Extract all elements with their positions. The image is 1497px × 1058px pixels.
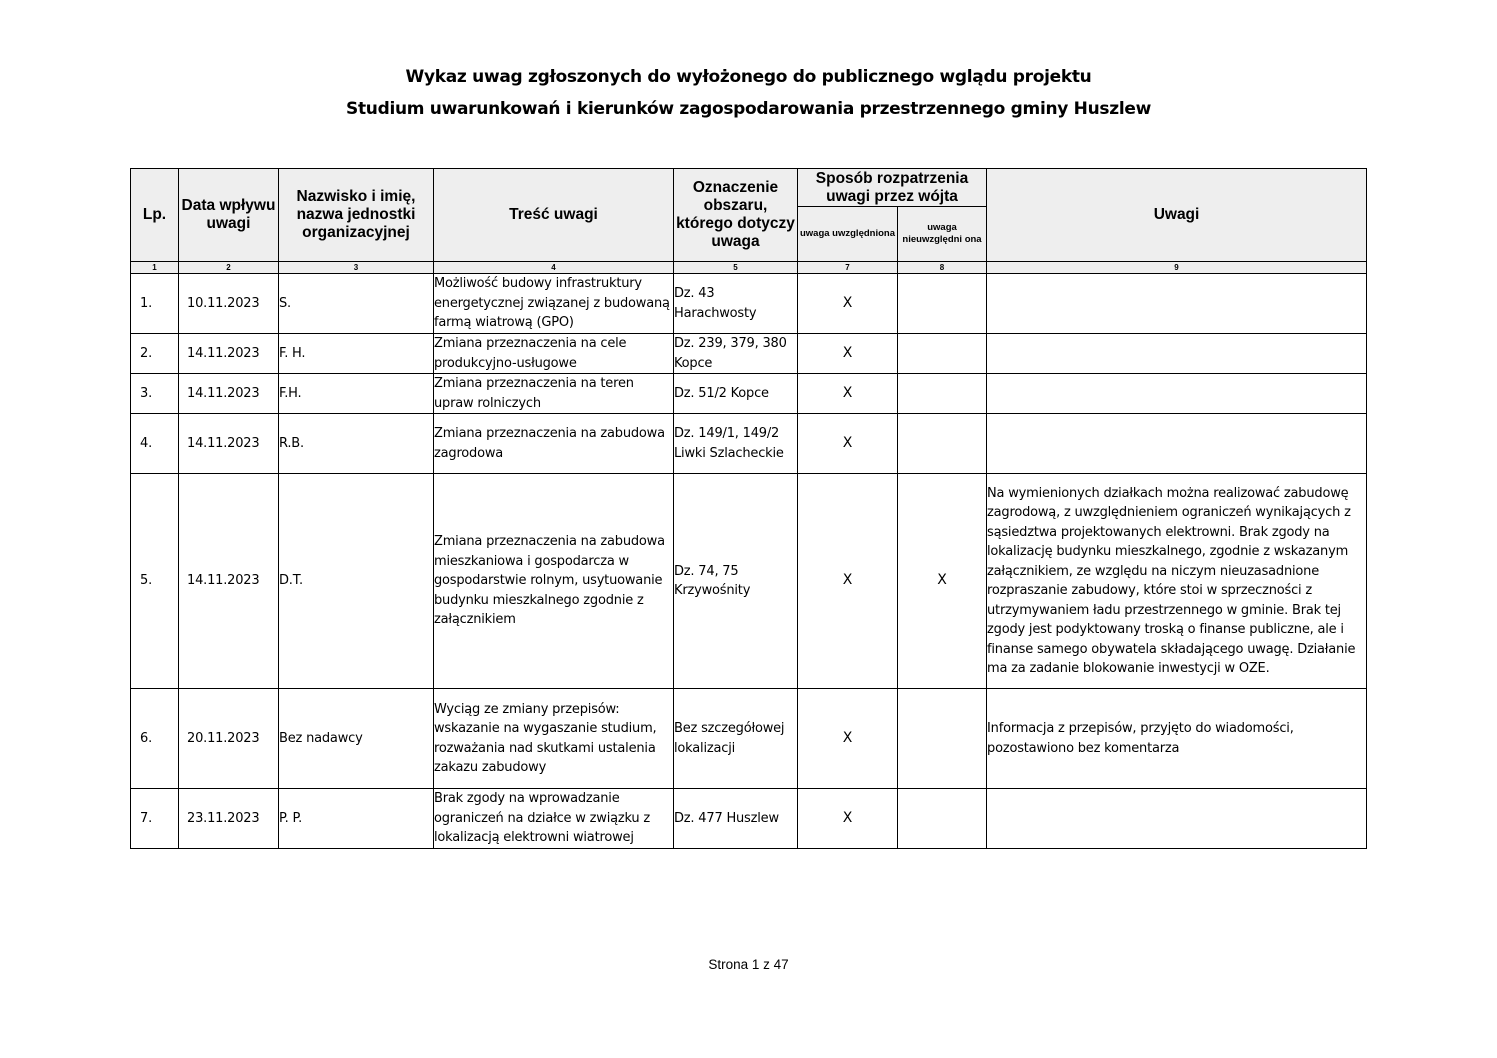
row-name: F. H. [279, 334, 434, 374]
header-notes: Uwagi [987, 169, 1367, 262]
row-area: Dz. 51/2 Kopce [674, 374, 798, 414]
row-name: P. P. [279, 789, 434, 849]
column-number: 3 [279, 262, 434, 274]
header-decision-group: Sposób rozpatrzenia uwagi przez wójta [798, 169, 987, 207]
column-number: 2 [179, 262, 279, 274]
row-date: 14.11.2023 [179, 334, 279, 374]
row-notes: Na wymienionych działkach można realizować zabudowę zagrodową, z uwzględnieniem ograniczeń wynikających z sąsiedztwa projektowanych elektrowni. Brak zgody na lokalizację budynku mieszkalnego, zgodnie z wskazanym załącznikiem, ze względu na niczym nieuzasadnione rozpraszanie zabudowy, które stoi w sprzeczności z utrzymywaniem ładu przestrzennego w gminie. Brak tej zgody jest podyktowany troską o finanse publiczne, ale i finanse samego obywatela składającego uwagę. Działanie ma za zadanie blokowanie inwestycji w OZE. [987, 474, 1367, 689]
row-rejected-mark: X [898, 474, 987, 689]
header-date: Data wpływu uwagi [179, 169, 279, 262]
table-row [131, 274, 1367, 334]
column-number: 1 [131, 262, 179, 274]
row-name: S. [279, 274, 434, 334]
row-area: Dz. 477 Huszlew [674, 789, 798, 849]
document-title-line-2: Studium uwarunkowań i kierunków zagospodarowania przestrzennego gminy Huszlew [346, 99, 1151, 119]
table-row [131, 689, 1367, 789]
row-accepted-mark: X [798, 689, 898, 789]
column-number: 5 [674, 262, 798, 274]
row-notes [987, 274, 1367, 334]
header-name: Nazwisko i imię, nazwa jednostki organizacyjnej [279, 169, 434, 262]
column-number: 8 [898, 262, 987, 274]
row-notes [987, 789, 1367, 849]
row-content: Zmiana przeznaczenia na cele produkcyjno-usługowe [434, 334, 674, 374]
row-rejected-mark [898, 374, 987, 414]
row-area: Dz. 74, 75 Krzywośnity [674, 474, 798, 689]
row-lp: 7. [131, 789, 179, 849]
row-content: Zmiana przeznaczenia na zabudowa zagrodowa [434, 414, 674, 474]
row-lp: 4. [131, 414, 179, 474]
column-number: 9 [987, 262, 1367, 274]
row-notes: Informacja z przepisów, przyjęto do wiadomości, pozostawiono bez komentarza [987, 689, 1367, 789]
header-content: Treść uwagi [434, 169, 674, 262]
row-area: Dz. 149/1, 149/2 Liwki Szlacheckie [674, 414, 798, 474]
row-date: 10.11.2023 [179, 274, 279, 334]
row-date: 20.11.2023 [179, 689, 279, 789]
row-name: F.H. [279, 374, 434, 414]
table-row [131, 414, 1367, 474]
row-content: Brak zgody na wprowadzanie ograniczeń na działce w związku z lokalizacją elektrowni wiatrowej [434, 789, 674, 849]
header-accepted: uwaga uwzględniona [798, 207, 898, 262]
row-content: Zmiana przeznaczenia na zabudowa mieszkaniowa i gospodarcza w gospodarstwie rolnym, usytuowanie budynku mieszkalnego zgodnie z załącznikiem [434, 474, 674, 689]
row-date: 14.11.2023 [179, 474, 279, 689]
row-lp: 1. [131, 274, 179, 334]
row-name: Bez nadawcy [279, 689, 434, 789]
row-accepted-mark: X [798, 334, 898, 374]
row-accepted-mark: X [798, 374, 898, 414]
row-accepted-mark: X [798, 474, 898, 689]
row-lp: 6. [131, 689, 179, 789]
row-content: Możliwość budowy infrastruktury energetycznej związanej z budowaną farmą wiatrową (GPO) [434, 274, 674, 334]
row-notes [987, 414, 1367, 474]
row-rejected-mark [898, 274, 987, 334]
row-notes [987, 374, 1367, 414]
row-accepted-mark: X [798, 789, 898, 849]
row-area: Dz. 43 Harachwosty [674, 274, 798, 334]
row-name: R.B. [279, 414, 434, 474]
row-content: Zmiana przeznaczenia na teren upraw rolniczych [434, 374, 674, 414]
table-row [131, 474, 1367, 689]
row-rejected-mark [898, 414, 987, 474]
row-area: Bez szczegółowej lokalizacji [674, 689, 798, 789]
row-lp: 3. [131, 374, 179, 414]
header-rejected: uwaga nieuwzględni ona [898, 207, 987, 262]
header-area: Oznaczenie obszaru, którego dotyczy uwaga [674, 169, 798, 262]
remarks-table [130, 168, 1367, 849]
row-notes [987, 334, 1367, 374]
page-number: Strona 1 z 47 [708, 957, 789, 972]
row-rejected-mark [898, 789, 987, 849]
table-row [131, 374, 1367, 414]
row-date: 23.11.2023 [179, 789, 279, 849]
row-date: 14.11.2023 [179, 374, 279, 414]
header-lp: Lp. [131, 169, 179, 262]
column-number: 4 [434, 262, 674, 274]
row-lp: 5. [131, 474, 179, 689]
row-accepted-mark: X [798, 274, 898, 334]
row-rejected-mark [898, 334, 987, 374]
row-accepted-mark: X [798, 414, 898, 474]
column-number: 7 [798, 262, 898, 274]
row-lp: 2. [131, 334, 179, 374]
row-area: Dz. 239, 379, 380 Kopce [674, 334, 798, 374]
row-rejected-mark [898, 689, 987, 789]
row-name: D.T. [279, 474, 434, 689]
row-content: Wyciąg ze zmiany przepisów: wskazanie na wygaszanie studium, rozważania nad skutkami ustalenia zakazu zabudowy [434, 689, 674, 789]
document-title-line-1: Wykaz uwag zgłoszonych do wyłożonego do publicznego wglądu projektu [405, 67, 1092, 87]
row-date: 14.11.2023 [179, 414, 279, 474]
table-row [131, 334, 1367, 374]
table-row [131, 789, 1367, 849]
